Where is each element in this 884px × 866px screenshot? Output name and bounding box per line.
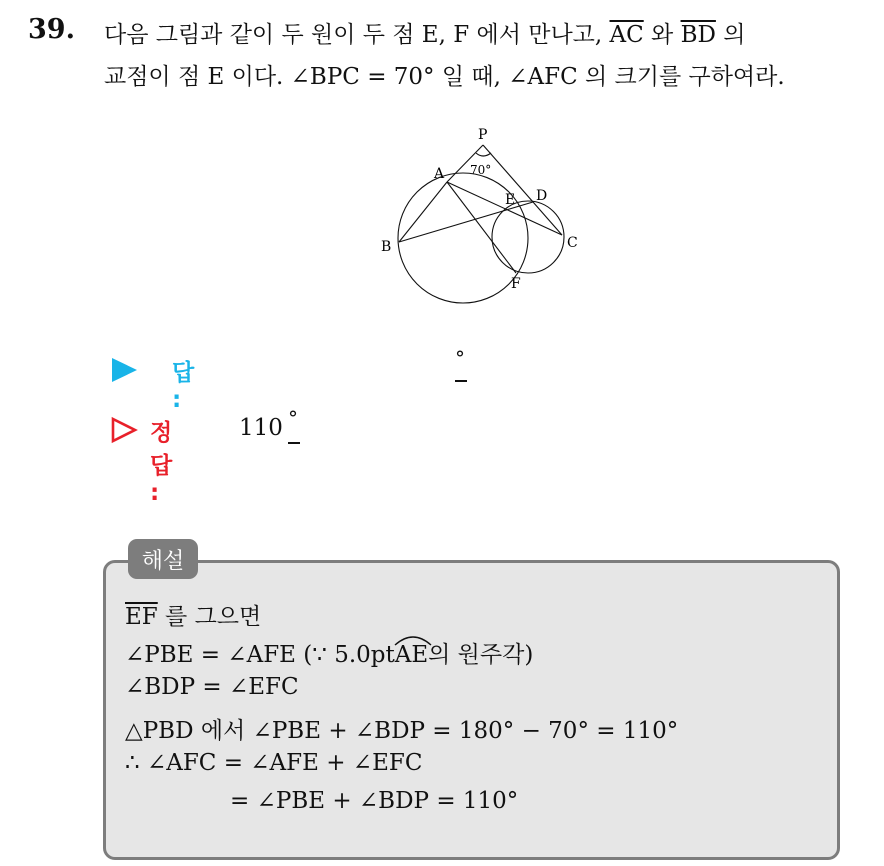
geometry-figure [370,120,610,320]
question-line-1 [104,16,745,49]
label-p: P [478,127,488,143]
outline-arrow-icon [110,416,138,444]
question-line-2: 교점이 점 E 이다. ∠BPC = 70° 일 때, ∠AFC 의 크기를 구하여라. [104,64,785,90]
answer-degree-unit: ° [455,346,465,370]
arc-mark-icon [393,633,433,647]
correct-value: 110 [239,415,283,441]
solution-tab: 해설 [128,539,198,579]
label-d: D [536,188,548,204]
segment-ac: $\overline{AC}$ [609,22,644,48]
label-f: F [511,276,521,292]
solution-text-1: 를 그으면 [157,604,262,630]
correct-underline [288,442,300,444]
question-text-1c: 의 [715,22,746,48]
question-text-1b: 와 [643,22,681,48]
solution-text-2b: 의 원주각) [428,642,534,668]
question-number: 39. [28,14,75,45]
solution-text-2a: ∠PBE = ∠AFE (∵ 5.0pt [125,642,395,668]
label-angle: 70° [470,163,492,177]
arc-ae-label: AE [394,642,429,668]
answer-label: 답 : [172,360,195,413]
arc-ae [395,642,428,668]
label-a: A [434,166,445,182]
solution-line-5: ∴ ∠AFC = ∠AFE + ∠EFC [125,750,423,776]
line-pc [483,145,562,235]
answer-underline [455,380,467,382]
solution-line-2 [125,636,533,669]
solution-line-1 [125,598,261,631]
label-b: B [381,239,392,255]
question-text-1a: 다음 그림과 같이 두 원이 두 점 E, F 에서 만나고, [104,22,610,48]
play-arrow-icon [110,357,138,383]
solution-line-3: ∠BDP = ∠EFC [125,674,299,700]
solution-line-6: = ∠PBE + ∠BDP = 110° [230,788,519,814]
solution-line-4: △PBD 에서 ∠PBE + ∠BDP = 180° − 70° = 110° [125,718,679,744]
segment-ef: $\overline{EF}$ [125,604,158,630]
line-bd [399,202,533,242]
angle-arc [476,153,491,156]
label-e: E [505,192,516,208]
segment-bd: $\overline{BD}$ [680,22,716,48]
answer-field[interactable] [258,354,458,384]
line-ab [399,182,447,242]
label-c: C [567,235,578,251]
correct-degree-unit: ° [288,406,298,430]
correct-label: 정답 : [150,420,173,506]
